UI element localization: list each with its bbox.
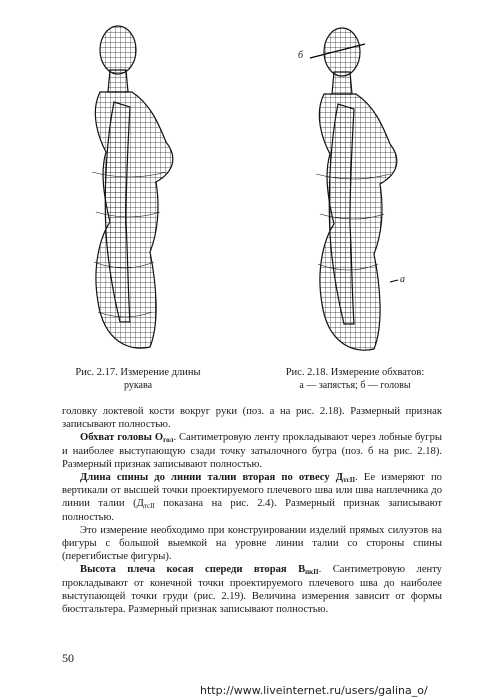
- figure-label-b: б: [298, 50, 304, 61]
- paragraph-text: . Сантиметровую ленту прокладывают от конечной точки проектируемого плечевого шва до наиболее выступающей точки груди (рис. 2.19). Величина измерения зависит от формы бюстгальтера. Размерный признак записывают полностью.: [62, 564, 442, 616]
- caption-line: а — запястья; б — головы: [299, 380, 411, 391]
- caption-line: Рис. 2.18. Измерение обхватов:: [285, 367, 425, 378]
- caption-line: рукава: [123, 380, 153, 391]
- figure-2-18-mannequin: [290, 22, 430, 357]
- term-subscript: тсII: [343, 476, 356, 485]
- page-number: 50: [62, 651, 74, 665]
- figure-label-a: а: [400, 274, 405, 285]
- term-subscript: пкII: [305, 568, 319, 577]
- term-subscript: гол: [163, 436, 174, 445]
- term-title: Высота плеча косая спереди вторая В: [80, 564, 306, 576]
- paragraph-shoulder-height: [62, 563, 442, 616]
- paragraph-head-girth: [62, 431, 442, 471]
- body-text: [62, 405, 442, 616]
- figure-2-18-caption: [260, 366, 450, 392]
- term-title: Обхват головы О: [80, 432, 164, 444]
- figure-2-17-mannequin: [70, 22, 200, 357]
- paragraph-text: . Сантиметровую ленту прокладывают через лобные бугры и наиболее выступающую сзади точку затылочного бугра (поз. б на рис. 2.18). Размерный признак записывают полностью.: [62, 432, 442, 470]
- mannequin-wireframe-illustration: [290, 22, 430, 357]
- term-title: Длина спины до линии талии вторая по отвесу Д: [80, 472, 344, 484]
- paragraph-text: . Ее измеряют по вертикали от высшей точки проектируемого плечевого шва или шва наплечника до линии талии (Д: [62, 472, 442, 510]
- mannequin-wireframe-illustration: [70, 22, 200, 357]
- paragraph-text: показана на рис. 2.4). Размерный признак записывают полностью.: [62, 498, 442, 523]
- figure-2-17-caption: [58, 366, 218, 392]
- wrist-girth-pointer: [390, 280, 398, 282]
- paragraph: Это измерение необходимо при конструировании изделий прямых силуэтов на фигуры с большой выемкой на уровне линии талии со стороны спины (перегибистые фигуры).: [62, 524, 442, 563]
- paragraph-back-length: [62, 471, 442, 524]
- caption-line: Рис. 2.17. Измерение длины: [75, 367, 201, 378]
- term-subscript: тсII: [143, 502, 155, 511]
- paragraph: головку локтевой кости вокруг руки (поз. а на рис. 2.18). Размерный признак записывают полностью.: [62, 406, 442, 431]
- footer-url-link[interactable]: http://www.liveinternet.ru/users/galina_o/: [200, 684, 428, 697]
